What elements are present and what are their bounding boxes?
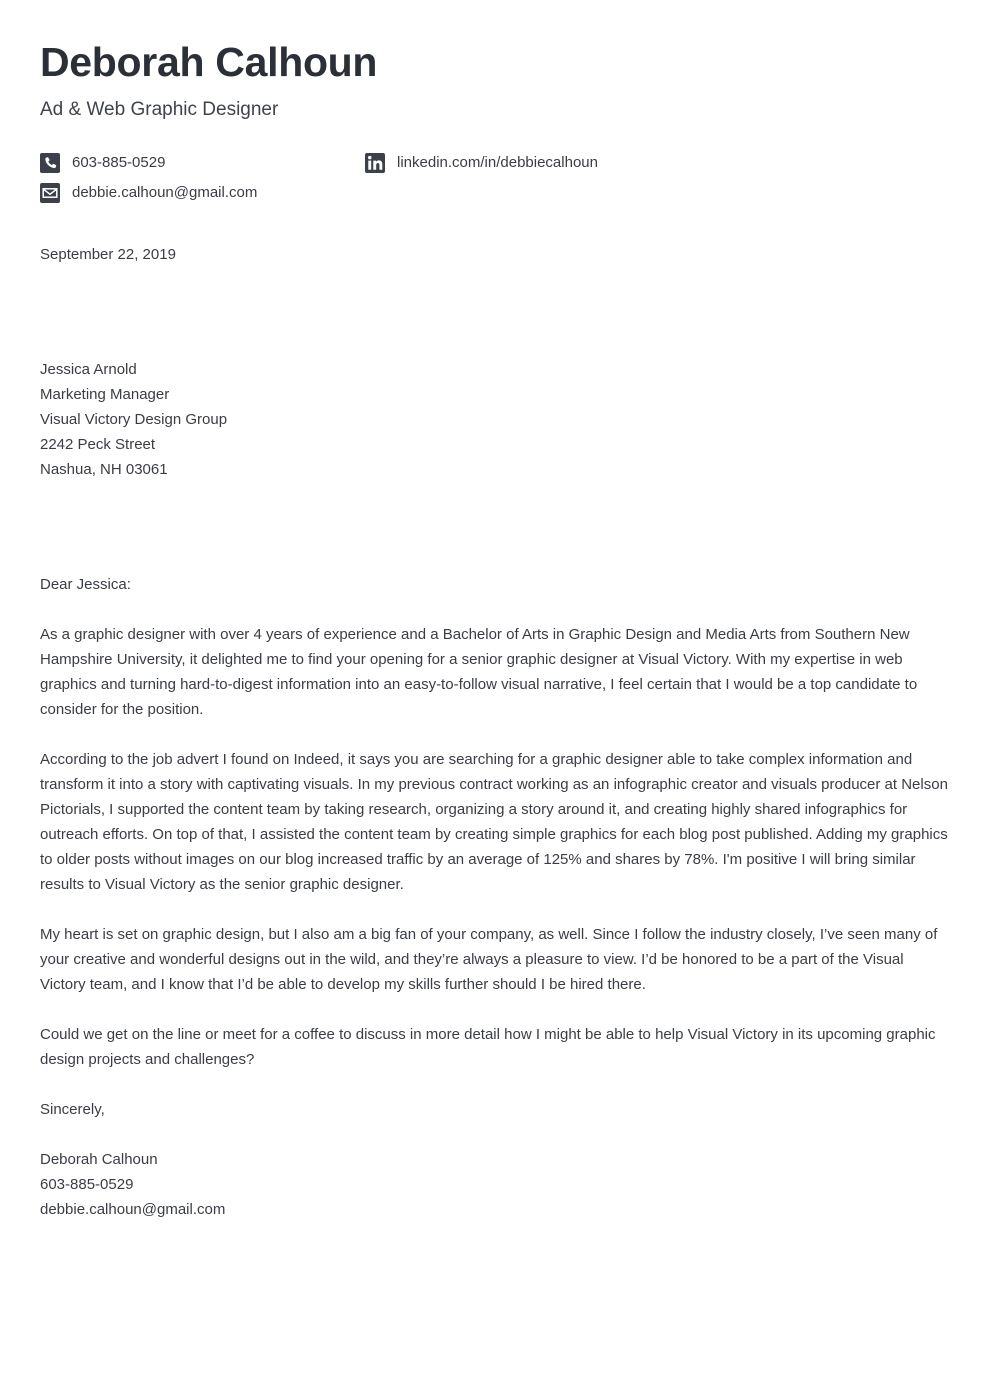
contact-row-secondary <box>40 178 950 208</box>
recipient-city-state-zip: Nashua, NH 03061 <box>40 460 168 478</box>
contact-details <box>40 148 950 208</box>
signature-phone: 603-885-0529 <box>40 1175 134 1193</box>
letter-paragraph: As a graphic designer with over 4 years of experience and a Bachelor of Arts in Graphic Design and Media Arts from Southern New Hampshire University, it delighted me to find your opening for a senior graphic designer at Visual Victory. With my expertise in web graphics and turning hard-to-digest information into an easy-to-follow visual narrative, I feel certain that I would be a top candidate to consider for the position. <box>40 625 918 718</box>
signature-name: Deborah Calhoun <box>40 1150 158 1168</box>
applicant-job-title: Ad & Web Graphic Designer <box>40 99 279 121</box>
contact-row-primary <box>40 148 950 178</box>
recipient-title: Marketing Manager <box>40 385 170 403</box>
letter-paragraph: According to the job advert I found on Indeed, it says you are searching for a graphic designer able to take complex information and transform it into a story with captivating visuals. In my previous contract working as an infographic creator and visuals producer at Nelson Pictorials, I supported the content team by taking research, organizing a story around it, and creating highly shared infographics for outreach efforts. On top of that, I assisted the content team by creating simple graphics for each blog post published. Adding my graphics to older posts without images on our blog increased traffic by an average of 125% and shares by 78%. I'm positive I will bring similar results to Visual Victory as the senior graphic designer. <box>40 750 948 893</box>
signature-block <box>40 1147 950 1222</box>
letter-paragraphs <box>40 622 952 1072</box>
contact-phone-value: 603-885-0529 <box>72 153 166 171</box>
salutation: Dear Jessica: <box>40 575 131 593</box>
recipient-company: Visual Victory Design Group <box>40 410 228 428</box>
letter-header <box>40 40 950 208</box>
recipient-street: 2242 Peck Street <box>40 435 156 453</box>
recipient-name: Jessica Arnold <box>40 360 137 378</box>
letter-date: September 22, 2019 <box>40 245 176 263</box>
contact-email[interactable] <box>40 178 365 208</box>
letter-paragraph: My heart is set on graphic design, but I also am a big fan of your company, as well. Since I follow the industry closely, I’ve seen many of your creative and wonderful designs out in the wild, and they’re always a pleasure to view. I’d be honored to be a part of the Visual Victory team, and I know that I’d be able to develop my skills further should I be hired there. <box>40 925 938 993</box>
linkedin-icon <box>365 153 385 173</box>
contact-email-value: debbie.calhoun@gmail.com <box>72 183 258 201</box>
phone-icon <box>40 153 60 173</box>
closing-line: Sincerely, <box>40 1100 105 1118</box>
contact-linkedin-value: linkedin.com/in/debbiecalhoun <box>397 153 598 171</box>
applicant-name: Deborah Calhoun <box>40 39 378 85</box>
letter-paragraph: Could we get on the line or meet for a coffee to discuss in more detail how I might be able to help Visual Victory in its upcoming graphic design projects and challenges? <box>40 1025 936 1068</box>
letter-body <box>40 242 950 1222</box>
recipient-block <box>40 357 950 482</box>
contact-linkedin[interactable] <box>365 148 598 178</box>
signature-email: debbie.calhoun@gmail.com <box>40 1200 226 1218</box>
envelope-icon <box>40 183 60 203</box>
contact-phone[interactable] <box>40 148 365 178</box>
